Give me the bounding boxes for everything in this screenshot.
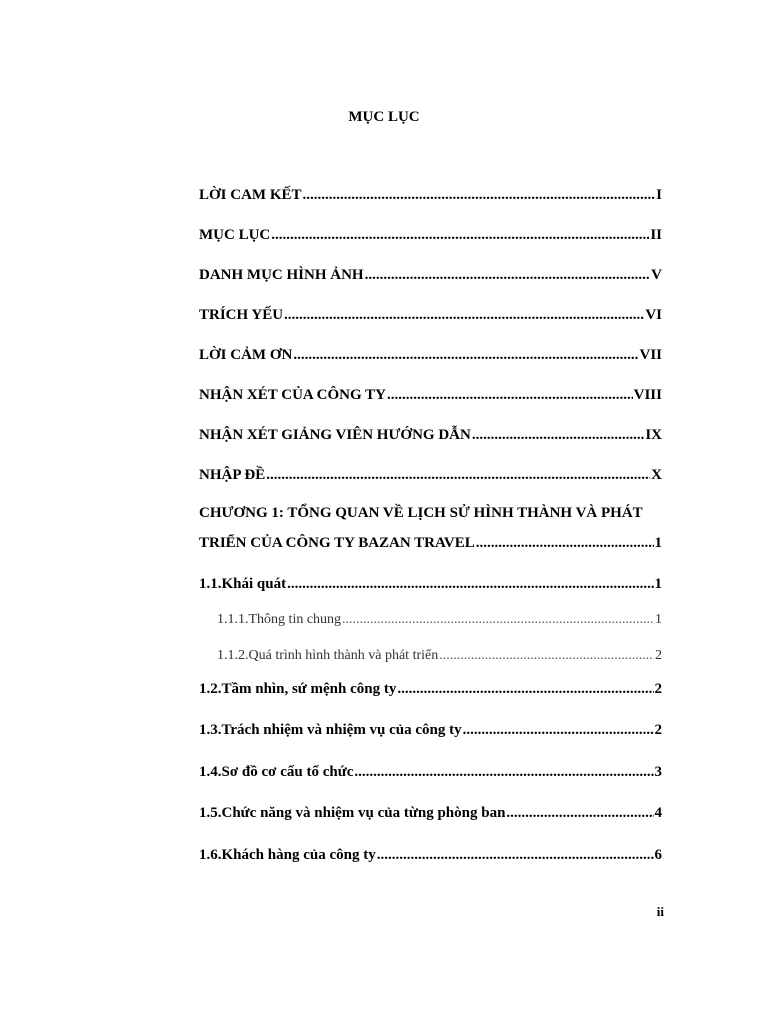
toc-entry-nhan-xet-cong-ty[interactable] (199, 386, 662, 404)
toc-entry-section-1-1[interactable] (199, 575, 662, 593)
toc-entry-danh-muc-hinh-anh[interactable] (199, 266, 662, 284)
page-number: ii (656, 904, 664, 919)
toc-entry-page: V (651, 267, 662, 283)
dot-leader (354, 763, 653, 781)
toc-entry-label: LỜI CẢM ƠN (199, 347, 293, 363)
toc-entry-nhap-de[interactable] (199, 466, 662, 484)
toc-entry-page: 1 (654, 535, 662, 551)
toc-entry-label: 1.4.Sơ đồ cơ cấu tổ chức (199, 764, 354, 780)
toc-entry-loi-cam-on[interactable] (199, 346, 662, 364)
toc-entry-label: 1.1.2.Quá trình hình thành và phát triển (217, 648, 439, 663)
toc-entry-section-1-4[interactable] (199, 763, 662, 781)
toc-entry-page: I (656, 187, 662, 203)
toc-entry-label: MỤC LỤC (199, 227, 271, 243)
toc-entry-page: IX (645, 427, 662, 443)
toc-entry-page: VIII (633, 387, 662, 403)
toc-entry-page: 1 (654, 576, 662, 592)
toc-entry-section-1-3[interactable] (199, 721, 662, 739)
dot-leader (463, 721, 654, 739)
dot-leader (506, 804, 653, 822)
toc-entry-label: 1.1.Khái quát (199, 576, 287, 592)
toc-entry-label: 1.6.Khách hàng của công ty (199, 847, 376, 863)
dot-leader (439, 647, 654, 665)
toc-entry-label: TRÍCH YẾU (199, 307, 284, 323)
toc-entry-muc-luc[interactable] (199, 226, 662, 244)
dot-leader (472, 426, 644, 444)
toc-entry-section-1-1-2[interactable] (217, 647, 662, 665)
toc-entry-label: NHẬN XÉT CỦA CÔNG TY (199, 387, 386, 403)
toc-entry-label: NHẬP ĐỀ (199, 467, 266, 483)
toc-entry-nhan-xet-giang-vien[interactable] (199, 426, 662, 444)
dot-leader (303, 186, 656, 204)
toc-entry-page: 2 (655, 648, 662, 663)
toc-entry-label: 1.3.Trách nhiệm và nhiệm vụ của công ty (199, 722, 462, 738)
toc-entry-page: 6 (654, 847, 662, 863)
toc-entry-label: NHẬN XÉT GIẢNG VIÊN HƯỚNG DẪN (199, 427, 471, 443)
toc-entry-page: VII (639, 347, 662, 363)
toc-entry-label: 1.1.1.Thông tin chung (217, 612, 342, 627)
dot-leader (387, 386, 633, 404)
toc-entry-page: 3 (654, 764, 662, 780)
page-title: MỤC LỤC (348, 109, 420, 125)
toc-entry-label: 1.2.Tầm nhìn, sứ mệnh công ty (199, 681, 397, 697)
chapter-1-heading-line1[interactable]: CHƯƠNG 1: TỔNG QUAN VỀ LỊCH SỬ HÌNH THÀNH VÀ PHÁT (199, 505, 643, 521)
dot-leader (397, 680, 653, 698)
dot-leader (342, 611, 654, 629)
toc-entry-page: VI (645, 307, 662, 323)
toc-entry-page: 1 (655, 612, 662, 627)
toc-entry-label: TRIỂN CỦA CÔNG TY BAZAN TRAVEL (199, 535, 475, 551)
toc-entry-page: X (651, 467, 662, 483)
dot-leader (476, 534, 654, 552)
dot-leader (293, 346, 638, 364)
toc-entry-trich-yeu[interactable] (199, 306, 662, 324)
toc-entry-section-1-6[interactable] (199, 846, 662, 864)
dot-leader (365, 266, 651, 284)
toc-entry-label: 1.5.Chức năng và nhiệm vụ của từng phòng ban (199, 805, 506, 821)
toc-entry-page: 4 (654, 805, 662, 821)
toc-entry-section-1-2[interactable] (199, 680, 662, 698)
toc-entry-label: LỜI CAM KẾT (199, 187, 302, 203)
toc-entry-loi-cam-ket[interactable] (199, 186, 662, 204)
toc-entry-page: 2 (654, 722, 662, 738)
dot-leader (266, 466, 650, 484)
toc-entry-section-1-5[interactable] (199, 804, 662, 822)
dot-leader (284, 306, 644, 324)
toc-entry-page: II (650, 227, 662, 243)
toc-entry-label: DANH MỤC HÌNH ẢNH (199, 267, 364, 283)
toc-entry-chapter-1[interactable] (199, 534, 662, 552)
dot-leader (271, 226, 649, 244)
dot-leader (377, 846, 654, 864)
toc-entry-page: 2 (654, 681, 662, 697)
toc-entry-section-1-1-1[interactable] (217, 611, 662, 629)
dot-leader (287, 575, 653, 593)
